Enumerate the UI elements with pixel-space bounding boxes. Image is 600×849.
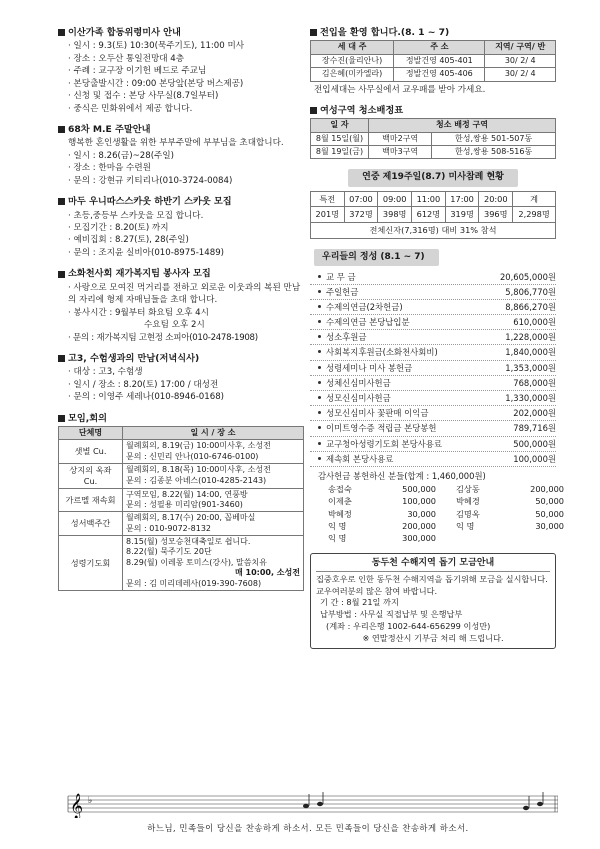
donor-name: 익 명 bbox=[328, 521, 347, 532]
left-column bbox=[58, 26, 304, 599]
section-title: 68차 M.E 주말안내 bbox=[68, 124, 151, 136]
info-line: · 일시 / 장소 : 8.20(토) 17:00 / 대성전 bbox=[68, 379, 219, 390]
meeting-detail: 월례회의, 8.17(수) 20:00, 꼽베마실 bbox=[126, 513, 256, 523]
bullet-dot-icon bbox=[318, 290, 321, 293]
donor-grid bbox=[310, 483, 564, 544]
offering-label-text: 성소후원금 bbox=[326, 332, 367, 343]
attendance-table bbox=[310, 191, 556, 239]
donor-name: 김상동 bbox=[456, 484, 480, 495]
donor-name: 익 명 bbox=[456, 521, 475, 532]
donor-amount: 200,000 bbox=[402, 521, 436, 532]
spacer bbox=[436, 520, 456, 532]
offering-label bbox=[318, 301, 403, 313]
donor-name: 김명옥 bbox=[456, 508, 480, 519]
donor-amount: 200,000 bbox=[530, 484, 564, 495]
bullet-dot-icon bbox=[318, 305, 321, 308]
table-row bbox=[311, 132, 556, 145]
memorial-mass-section bbox=[58, 26, 304, 115]
table-cell: 2,298명 bbox=[513, 207, 556, 223]
square-bullet-icon bbox=[310, 107, 317, 114]
offering-row bbox=[310, 270, 556, 285]
offering-row bbox=[310, 391, 556, 406]
offering-label-text: 교 무 금 bbox=[326, 271, 356, 282]
offering-amount: 202,000원 bbox=[513, 408, 556, 419]
attendance-section bbox=[310, 169, 556, 238]
offering-label-text: 이미트영수증 적립금 본당봉헌 bbox=[326, 423, 437, 434]
square-bullet-icon bbox=[58, 198, 65, 205]
section-title: 모임,회의 bbox=[68, 412, 107, 424]
table-row bbox=[59, 440, 304, 464]
section-title: 소화천사회 재가복지팀 봉사자 모집 bbox=[68, 268, 211, 280]
donor-amount: 30,000 bbox=[535, 521, 564, 532]
cleaning-section bbox=[310, 104, 556, 160]
offering-label-text: 성령세미나 미사 봉헌금 bbox=[326, 362, 413, 373]
info-line: · 문의 : 재가복지팀 고현정 소피아(010-2478-1908) bbox=[68, 332, 258, 343]
meeting-contact: 문의 : 김종분 아녜스(010-4285-2143) bbox=[126, 475, 267, 485]
offering-row bbox=[310, 361, 556, 376]
group-name: 성령기도회 bbox=[59, 536, 123, 591]
bullet-dot-icon bbox=[318, 366, 321, 369]
offering-amount: 100,000원 bbox=[513, 453, 556, 464]
table-cell: 장수진(율리안나) bbox=[311, 54, 394, 67]
table-cell: 30/ 2/ 4 bbox=[485, 68, 556, 81]
offering-row bbox=[310, 421, 556, 436]
hymn-lyrics: 하느님, 민족들이 당신을 찬송하게 하소서. 모든 민족들이 당신을 찬송하게 하소서. bbox=[147, 823, 469, 833]
table-cell: 398명 bbox=[378, 207, 412, 223]
donor-name: 익 명 bbox=[328, 533, 347, 544]
offering-label bbox=[318, 392, 391, 404]
info-line: · 봉사시간 : 9월부터 화요팀 오후 4시 bbox=[68, 307, 209, 318]
table-cell: 백마2구역 bbox=[369, 132, 432, 145]
table-header: 20:00 bbox=[479, 191, 513, 207]
info-line: · 중식은 민화위에서 제공 합니다. bbox=[68, 103, 193, 114]
table-cell: 372명 bbox=[344, 207, 378, 223]
scout-section bbox=[58, 195, 304, 259]
table-row bbox=[311, 54, 556, 67]
table-row bbox=[59, 464, 304, 488]
table-cell: 30/ 2/ 4 bbox=[485, 54, 556, 67]
meeting-detail: 월례회의, 8.19(금) 10:00미사후, 소성전 bbox=[126, 441, 271, 451]
table-cell: 김은혜(미카엘라) bbox=[311, 68, 394, 81]
group-name: 가르멜 재속회 bbox=[59, 488, 123, 512]
bullet-dot-icon bbox=[318, 275, 321, 278]
table-header: 계 bbox=[513, 191, 556, 207]
student-meeting-section bbox=[58, 352, 304, 404]
table-cell: 319명 bbox=[445, 207, 479, 223]
table-cell: 8월 15일(월) bbox=[311, 132, 369, 145]
flat-icon: ♭ bbox=[88, 796, 93, 806]
offering-row bbox=[310, 315, 556, 330]
section-title: 연중 제19주일(8.7) 미사참례 현황 bbox=[348, 169, 518, 186]
right-column bbox=[310, 26, 564, 649]
meeting-contact: 문의 : 김 미리데레사(019-390-7608) bbox=[126, 578, 262, 588]
info-line: · 장소 : 오두산 통일전망대 4층 bbox=[68, 53, 185, 64]
cleaning-table bbox=[310, 118, 556, 159]
info-line: · 장소 : 한마음 수련원 bbox=[68, 163, 151, 174]
offering-amount: 1,353,000원 bbox=[505, 362, 556, 373]
meetings-table bbox=[58, 426, 304, 591]
newcomers-note: 전입세대는 사무실에서 교우패를 받아 가세요. bbox=[314, 84, 486, 95]
info-line: · 본당출발시간 : 09:00 본당앞(본당 버스제공) bbox=[68, 78, 244, 89]
bullet-dot-icon bbox=[318, 350, 321, 353]
info-line: · 문의 : 강현규 키티리나(010-3724-0084) bbox=[68, 175, 233, 186]
table-header: 일 자 bbox=[311, 119, 369, 132]
table-header: 11:00 bbox=[412, 191, 446, 207]
bullet-dot-icon bbox=[318, 411, 321, 414]
offering-amount: 20,605,000원 bbox=[499, 271, 556, 282]
donor-name: 송접숙 bbox=[328, 484, 352, 495]
table-cell: 201명 bbox=[311, 207, 345, 223]
group-name: 상지의 옥좌 Cu. bbox=[59, 464, 123, 488]
bullet-dot-icon bbox=[318, 457, 321, 460]
offering-label bbox=[318, 271, 356, 283]
spacer bbox=[436, 508, 456, 520]
donor-amount: 300,000 bbox=[402, 533, 436, 544]
meeting-contact: 문의 : 신민리 안나(010-6746-0100) bbox=[126, 451, 259, 461]
offering-label bbox=[318, 316, 410, 328]
meeting-detail: 구역모임, 8.22(월) 14:00, 연풍방 bbox=[126, 489, 248, 499]
offering-amount: 5,806,770원 bbox=[505, 286, 556, 297]
offering-label-text: 수제의연금 본당납입분 bbox=[326, 317, 410, 328]
offering-label-text: 수제의연금(2차헌금) bbox=[326, 301, 403, 312]
bullet-dot-icon bbox=[318, 396, 321, 399]
music-staff bbox=[58, 790, 558, 818]
table-header: 07:00 bbox=[344, 191, 378, 207]
donor-amount bbox=[510, 532, 564, 544]
info-line: · 모집기간 : 8.20(토) 까지 bbox=[68, 223, 169, 234]
offerings-list bbox=[310, 270, 556, 467]
meetings-section bbox=[58, 412, 304, 591]
offering-amount: 500,000원 bbox=[513, 438, 556, 449]
table-row bbox=[59, 512, 304, 536]
meeting-detail: 월례회의, 8.18(목) 10:00미사후, 소성전 bbox=[126, 465, 271, 475]
group-name: 샛별 Cu. bbox=[59, 440, 123, 464]
section-title: 전입을 환영 합니다.(8. 1 ~ 7) bbox=[320, 27, 450, 38]
info-line: 수요팀 오후 2시 bbox=[144, 320, 205, 331]
table-header: 단체명 bbox=[59, 427, 123, 440]
offering-label-text: 성모신심미사 꽃판매 이익금 bbox=[326, 408, 429, 419]
offering-label bbox=[318, 362, 412, 374]
donor-amount: 50,000 bbox=[535, 496, 564, 507]
offering-label-text: 성모신심미사헌금 bbox=[326, 393, 391, 404]
offering-label-text: 주일헌금 bbox=[326, 286, 359, 297]
info-line: · 일시 : 8.26(금)~28(주일) bbox=[68, 150, 175, 161]
offering-label bbox=[318, 453, 393, 465]
notice-account: (계좌 : 우리은행 1002-644-656299 이성만) bbox=[326, 621, 491, 632]
thanks-offering-title: 감사헌금 봉헌하신 분들(합계 : 1,460,000원) bbox=[318, 470, 486, 481]
offering-amount: 610,000원 bbox=[513, 317, 556, 328]
flood-relief-notice bbox=[310, 553, 556, 649]
section-title: 마두 우니따스스카웃 하반기 스카웃 모집 bbox=[68, 196, 232, 208]
donor-name: 이제춘 bbox=[328, 496, 352, 507]
meeting-detail: 매 10:00, 소성전 bbox=[235, 568, 300, 578]
meeting-detail: 8.22(월) 묵주기도 20단 bbox=[126, 547, 212, 557]
offering-amount: 1,840,000원 bbox=[505, 347, 556, 358]
donor-amount: 500,000 bbox=[402, 484, 436, 495]
table-row bbox=[59, 488, 304, 512]
music-notes bbox=[303, 792, 543, 810]
notice-method: 납부방법 : 사무실 직접납부 및 은행납부 bbox=[320, 609, 463, 620]
table-cell: 백마3구역 bbox=[369, 146, 432, 159]
offering-label bbox=[318, 331, 366, 343]
offering-label bbox=[318, 346, 438, 358]
table-row bbox=[311, 68, 556, 81]
offering-row bbox=[310, 406, 556, 421]
offering-label bbox=[318, 438, 442, 450]
offering-amount: 789,716원 bbox=[513, 423, 556, 434]
meeting-detail: 8.29(월) 이레몽 토미스(강사), 말씀치유 bbox=[126, 557, 267, 567]
table-header: 특전 bbox=[311, 191, 345, 207]
volunteer-section bbox=[58, 267, 304, 344]
table-header: 17:00 bbox=[445, 191, 479, 207]
table-row bbox=[311, 146, 556, 159]
square-bullet-icon bbox=[58, 355, 65, 362]
section-description: · 사랑으로 모여진 먹거리를 전하고 외로운 이웃과의 복된 만남의 자리에 형제 자매님들을 초대 합니다. bbox=[68, 282, 301, 306]
section-title: 우리들의 정성 (8.1 ~ 7) bbox=[314, 249, 439, 266]
info-line: · 문의 : 이영주 세레나(010-8946-0168) bbox=[68, 392, 225, 403]
table-row bbox=[59, 536, 304, 591]
offering-row bbox=[310, 452, 556, 467]
notice-note: ※ 연말정산시 기부금 처리 해 드립니다. bbox=[362, 633, 504, 644]
offering-amount: 8,866,270원 bbox=[505, 301, 556, 312]
offering-label bbox=[318, 407, 428, 419]
square-bullet-icon bbox=[58, 29, 65, 36]
offering-label-text: 성체신심미사헌금 bbox=[326, 377, 391, 388]
offering-label-text: 제속회 본당사용료 bbox=[326, 453, 394, 464]
offering-label bbox=[318, 377, 391, 389]
bullet-dot-icon bbox=[318, 381, 321, 384]
info-line: · 신청 및 접수 : 본당 사무실(8.7일부터) bbox=[68, 91, 219, 102]
group-name: 성서백주간 bbox=[59, 512, 123, 536]
square-bullet-icon bbox=[58, 415, 65, 422]
table-cell: 612명 bbox=[412, 207, 446, 223]
offering-label-text: 사회복지후원금(소화천사회비) bbox=[326, 347, 438, 358]
offerings-section bbox=[310, 249, 564, 545]
section-title: 여성구역 청소배정표 bbox=[320, 104, 404, 116]
offering-row bbox=[310, 285, 556, 300]
notice-period: 기 간 : 8월 21일 까지 bbox=[320, 597, 399, 608]
bullet-dot-icon bbox=[318, 320, 321, 323]
square-bullet-icon bbox=[310, 29, 317, 36]
section-description: 행복한 혼인생활을 위한 부부주말에 부부님을 초대합니다. bbox=[68, 138, 284, 149]
meeting-contact: 문의 : 성필용 미리암(901-3460) bbox=[126, 499, 243, 509]
section-title: 고3, 수험생과의 만남(저녁식사) bbox=[68, 352, 200, 364]
offering-amount: 1,330,000원 bbox=[505, 393, 556, 404]
table-cell: 396명 bbox=[479, 207, 513, 223]
table-header: 09:00 bbox=[378, 191, 412, 207]
donor-name bbox=[456, 532, 510, 544]
offering-row bbox=[310, 376, 556, 391]
info-line: · 주례 : 교구장 이기헌 베드로 주교님 bbox=[68, 66, 207, 77]
treble-clef-icon: 𝄞 bbox=[70, 794, 84, 818]
bullet-dot-icon bbox=[318, 442, 321, 445]
info-line: · 문의 : 조지윤 실비아(010-8975-1489) bbox=[68, 247, 225, 258]
table-cell: 한성,쌍용 508-516동 bbox=[432, 146, 556, 159]
bullet-dot-icon bbox=[318, 335, 321, 338]
info-line: · 초등,중등부 스카웃을 모집 합니다. bbox=[68, 210, 204, 221]
donor-amount: 30,000 bbox=[407, 508, 436, 519]
offering-label-text: 교구청아성령기도회 본당사용료 bbox=[326, 438, 442, 449]
donor-name: 박혜정 bbox=[328, 508, 352, 519]
table-header: 주 소 bbox=[394, 41, 485, 54]
offering-amount: 768,000원 bbox=[513, 377, 556, 388]
me-weekend-section bbox=[58, 123, 304, 187]
offering-label bbox=[318, 422, 437, 434]
attendance-summary: 전체신자(7,316명) 대비 31% 참석 bbox=[311, 222, 556, 238]
newcomers-section bbox=[310, 26, 556, 96]
spacer bbox=[436, 483, 456, 495]
table-row bbox=[311, 207, 556, 223]
meeting-contact: 문의 : 010-9072-8132 bbox=[126, 523, 211, 533]
offering-row bbox=[310, 345, 556, 360]
table-header: 지역/ 구역/ 반 bbox=[485, 41, 556, 54]
notice-body: 집중호우로 인한 동두천 수해지역을 돕기위해 모금을 실시합니다. 교우여러분의 많은 참여 바랍니다. bbox=[316, 573, 548, 596]
offering-row bbox=[310, 437, 556, 452]
info-line: · 일시 : 9.3(토) 10:30(묵주기도), 11:00 미사 bbox=[68, 41, 245, 52]
square-bullet-icon bbox=[58, 271, 65, 278]
offering-row bbox=[310, 300, 556, 315]
square-bullet-icon bbox=[58, 126, 65, 133]
donor-name: 박혜경 bbox=[456, 496, 480, 507]
meeting-detail: 8.15(월) 성모승천대축일로 쉽니다. bbox=[126, 537, 251, 547]
table-cell: 정발건영 405-401 bbox=[394, 54, 485, 67]
table-cell: 한성,쌍용 501-507동 bbox=[432, 132, 556, 145]
offering-row bbox=[310, 330, 556, 345]
donor-amount: 50,000 bbox=[535, 508, 564, 519]
offering-amount: 1,228,000원 bbox=[505, 332, 556, 343]
spacer bbox=[436, 495, 456, 507]
offering-label bbox=[318, 286, 358, 298]
section-title: 이산가족 합동위령미사 안내 bbox=[68, 27, 181, 38]
spacer bbox=[436, 532, 456, 544]
table-header: 일 시 / 장 소 bbox=[123, 427, 304, 440]
bullet-dot-icon bbox=[318, 426, 321, 429]
newcomers-table bbox=[310, 40, 556, 81]
donor-amount: 100,000 bbox=[402, 496, 436, 507]
table-header: 청소 배정 구역 bbox=[369, 119, 556, 132]
table-cell: 정발건영 405-406 bbox=[394, 68, 485, 81]
notice-title: 동두천 수해지역 돕기 모금안내 bbox=[316, 557, 550, 572]
table-header: 세 대 주 bbox=[311, 41, 394, 54]
table-cell: 8월 19일(금) bbox=[311, 146, 369, 159]
info-line: · 예비집회 : 8.27(토), 28(주일) bbox=[68, 235, 189, 246]
info-line: · 대상 : 고3, 수험생 bbox=[68, 367, 143, 378]
